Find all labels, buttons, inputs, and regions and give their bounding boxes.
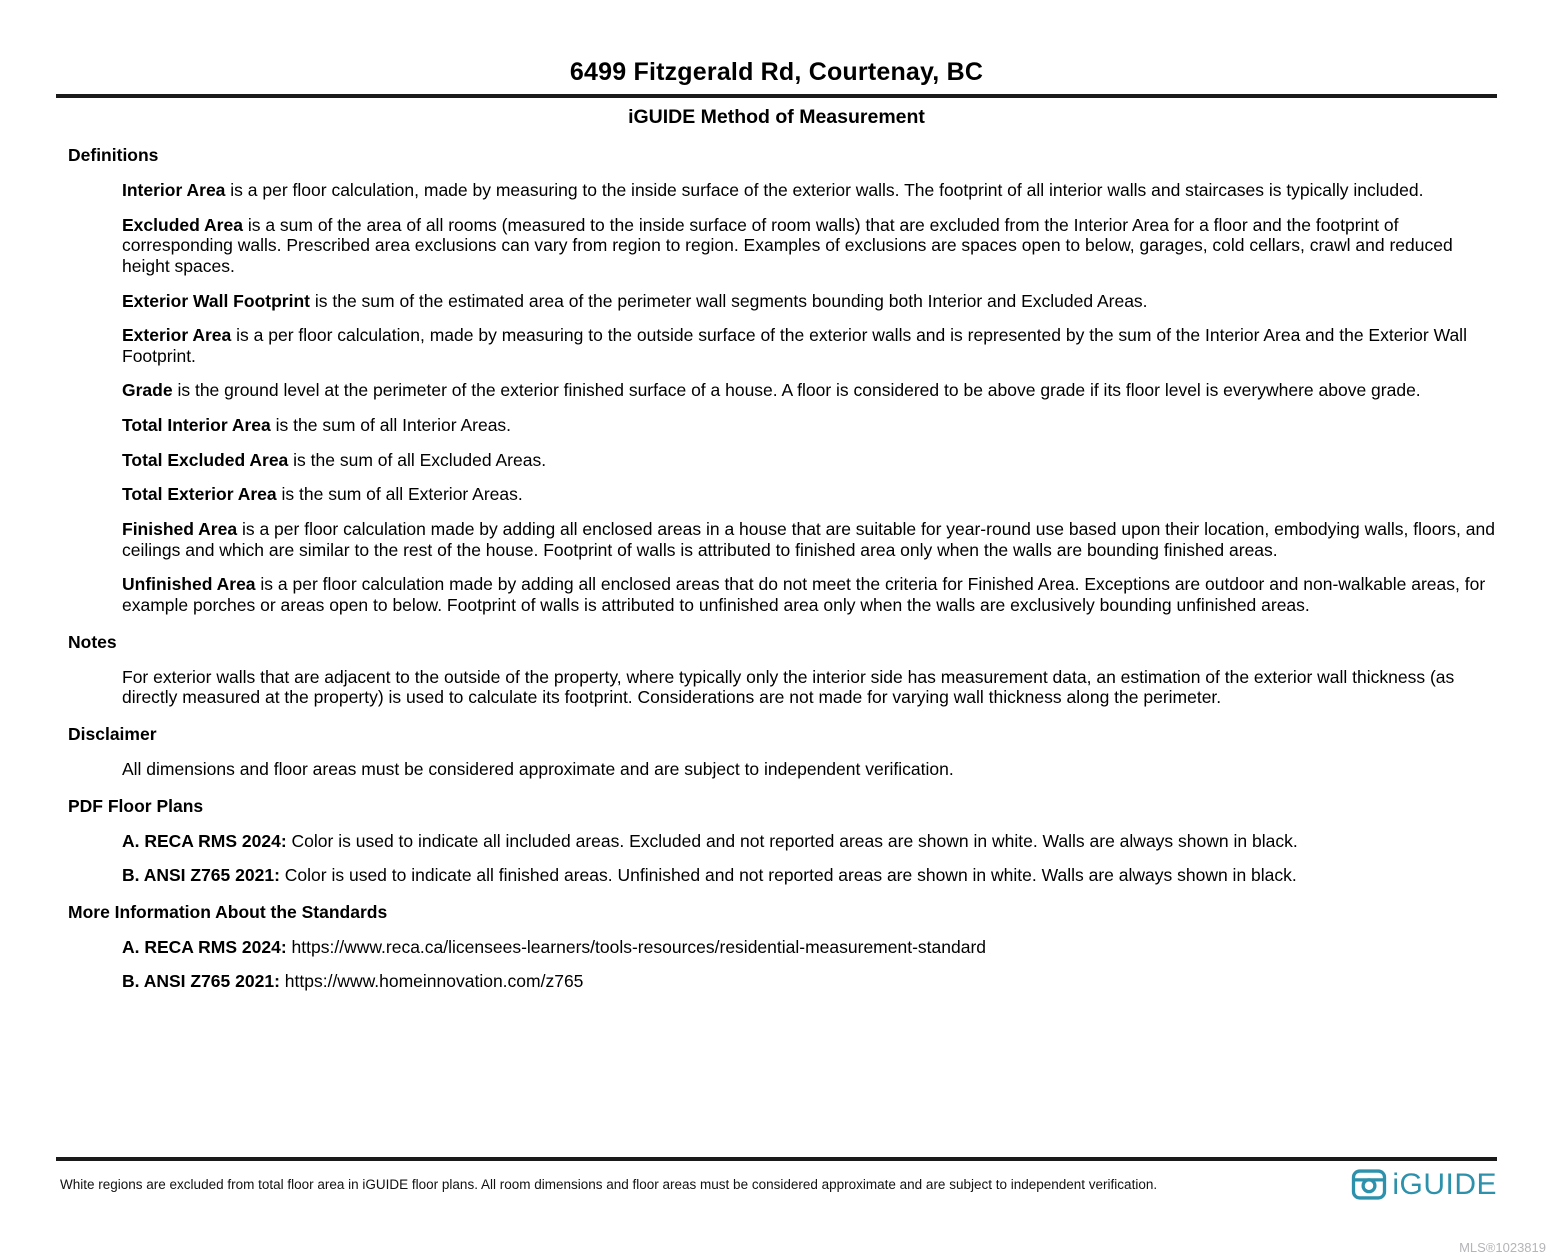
standard-text: Color is used to indicate all finished areas. Unfinished and not reported areas are shown in white. Walls are always shown in black.	[284, 865, 1297, 886]
section-heading-disclaimer: Disclaimer	[68, 723, 157, 744]
footer-disclaimer-text: White regions are excluded from total floor area in iGUIDE floor plans. All room dimensions and floor areas must be considered approximate and are subject to independent verification.	[60, 1177, 1158, 1192]
definition-term: Excluded Area	[122, 214, 243, 235]
section-heading-definitions: Definitions	[68, 145, 159, 165]
definition-paragraph-unfinished-area	[122, 574, 1497, 615]
standards-link-item-b	[122, 971, 1497, 992]
definition-paragraph-total-interior-area	[122, 415, 1497, 436]
iguide-logo	[1351, 1169, 1497, 1200]
definition-term: Total Exterior Area	[122, 484, 277, 505]
standard-label: B. ANSI Z765 2021:	[122, 865, 280, 886]
mls-watermark: MLS®1023819	[1459, 1240, 1546, 1255]
standard-text: Color is used to indicate all included areas. Excluded and not reported areas are shown in white. Walls are always shown in black.	[291, 830, 1298, 851]
definition-text: is the sum of all Interior Areas.	[275, 415, 512, 436]
definition-term: Interior Area	[122, 180, 226, 200]
definition-text: is a per floor calculation made by adding all enclosed areas in a house that are suitable for year-round use based upon their location, embodying walls, floors, and ceilings and which are similar to the rest of the house. Footprint of walls is attributed to finished area only when the walls are bounding finished areas.	[122, 519, 1495, 560]
page-subtitle: iGUIDE Method of Measurement	[628, 106, 925, 128]
definition-text: is the sum of all Excluded Areas.	[293, 449, 547, 470]
definition-text: is a per floor calculation, made by measuring to the inside surface of the exterior walls. The footprint of all interior walls and staircases is typically included.	[230, 180, 1424, 200]
definition-paragraph-exterior-wall-footprint	[122, 291, 1497, 312]
title-divider	[56, 94, 1497, 98]
definition-paragraph-total-exterior-area	[122, 484, 1497, 505]
notes-paragraph: For exterior walls that are adjacent to the outside of the property, where typically only the interior side has measurement data, an estimation of the exterior wall thickness (as directly measured at the property) is used to calculate its footprint. Considerations are not made for varying wall thickness along the perimeter.	[122, 666, 1455, 708]
definition-paragraph-exterior-area	[122, 325, 1497, 366]
iguide-camera-icon	[1351, 1169, 1387, 1200]
standards-link-item-a	[122, 937, 1497, 958]
standard-url: https://www.homeinnovation.com/z765	[284, 971, 584, 992]
definition-text: is a per floor calculation, made by measuring to the outside surface of the exterior walls and is represented by the sum of the Interior Area and the Exterior Wall Footprint.	[122, 325, 1467, 366]
section-heading-pdf-floor-plans: PDF Floor Plans	[68, 795, 204, 816]
definition-term: Total Excluded Area	[122, 449, 289, 470]
definition-term: Exterior Area	[122, 325, 232, 346]
definition-paragraph-finished-area	[122, 519, 1497, 560]
page-footer	[56, 1157, 1497, 1200]
standard-label: A. RECA RMS 2024:	[122, 830, 287, 851]
standard-url: https://www.reca.ca/licensees-learners/tools-resources/residential-measurement-standard	[291, 936, 987, 957]
definition-term: Total Interior Area	[122, 415, 271, 436]
document-page	[0, 58, 1553, 992]
definition-term: Unfinished Area	[122, 574, 256, 595]
page-title: 6499 Fitzgerald Rd, Courtenay, BC	[569, 58, 984, 86]
section-heading-notes: Notes	[68, 631, 117, 652]
pdf-floor-plans-item-b	[122, 865, 1497, 886]
definition-paragraph-total-excluded-area	[122, 450, 1497, 471]
definition-term: Grade	[122, 380, 173, 401]
standard-label: B. ANSI Z765 2021:	[122, 971, 280, 992]
definition-paragraph-interior-area	[122, 180, 1497, 201]
definition-paragraph-grade	[122, 380, 1497, 401]
definition-text: is a sum of the area of all rooms (measured to the inside surface of room walls) that are excluded from the Interior Area for a floor and the footprint of corresponding walls. Prescribed area exclusions can vary from region to region. Examples of exclusions are spaces open to below, garages, cold cellars, crawl and reduced height spaces.	[122, 214, 1453, 276]
iguide-logo-text: iGUIDE	[1392, 1167, 1497, 1201]
definition-paragraph-excluded-area	[122, 215, 1497, 277]
definition-text: is the sum of all Exterior Areas.	[281, 484, 523, 505]
definition-text: is the sum of the estimated area of the perimeter wall segments bounding both Interior and Excluded Areas.	[314, 290, 1148, 311]
standard-label: A. RECA RMS 2024:	[122, 936, 287, 957]
section-heading-more-information: More Information About the Standards	[68, 901, 388, 922]
pdf-floor-plans-item-a	[122, 831, 1497, 852]
disclaimer-paragraph: All dimensions and floor areas must be considered approximate and are subject to independent verification.	[122, 758, 954, 779]
definition-term: Finished Area	[122, 519, 238, 540]
definition-term: Exterior Wall Footprint	[122, 290, 310, 311]
definition-text: is a per floor calculation made by adding all enclosed areas that do not meet the criteria for Finished Area. Exceptions are outdoor and non-walkable areas, for example porches or areas open to below. Footprint of walls is attributed to unfinished area only when the walls are exclusively bounding unfinished areas.	[122, 574, 1486, 615]
definition-text: is the ground level at the perimeter of the exterior finished surface of a house. A floor is considered to be above grade if its floor level is everywhere above grade.	[177, 380, 1421, 401]
